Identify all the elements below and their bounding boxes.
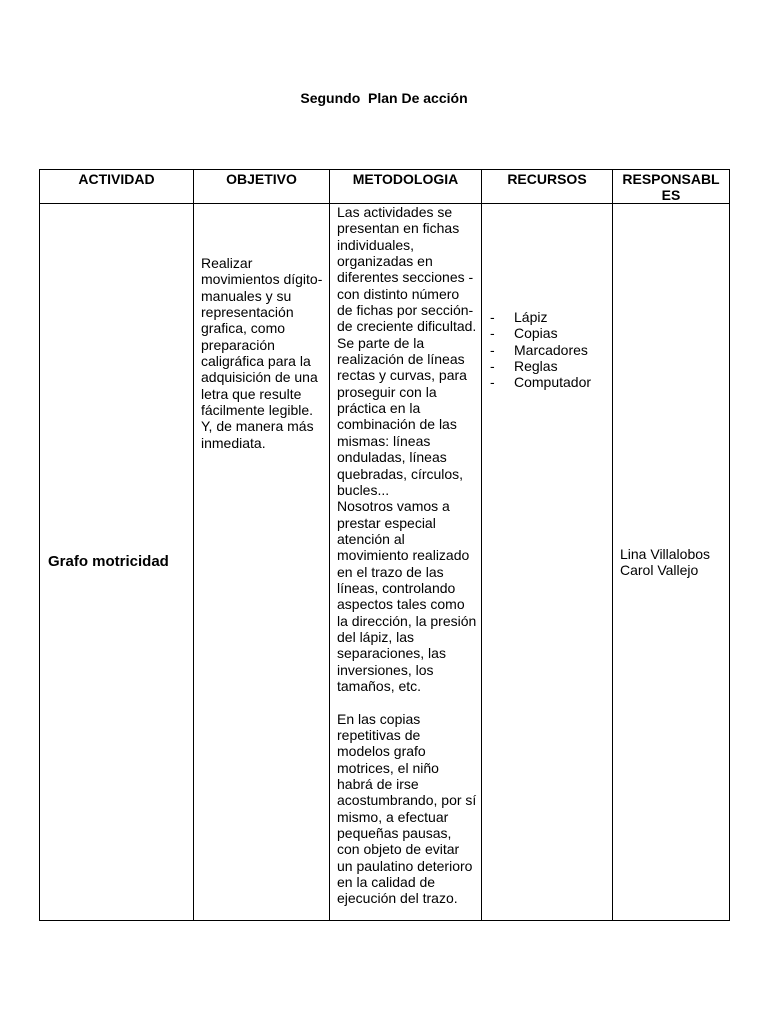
cell-actividad: Grafo motricidad xyxy=(40,204,194,921)
metodologia-paragraph-1: Las actividades se presentan en fichas individuales, organizadas en diferentes secciones -con distinto número de fichas por sección- de creciente dificultad. Se parte de la realización de líneas rectas y curvas, para proseguir con la práctica en la combinación de las mismas: líneas onduladas, líneas quebradas, círculos, bucles... xyxy=(337,204,477,498)
page-title: Segundo Plan De acción xyxy=(300,90,468,106)
header-recursos: RECURSOS xyxy=(482,170,613,204)
table-header-row xyxy=(40,170,730,204)
header-responsables: RESPONSABLES xyxy=(613,170,730,204)
resources-list xyxy=(490,309,608,391)
metodologia-paragraph-3: En las copias repetitivas de modelos grafo motrices, el niño habrá de irse acostumbrando, por sí mismo, a efectuar pequeñas pausas, con objeto de evitar un paulatino deterioro en la calidad de ejecución del trazo. xyxy=(337,710,477,907)
list-item: - Lápiz xyxy=(490,309,548,325)
cell-responsables xyxy=(613,204,730,921)
header-actividad: ACTIVIDAD xyxy=(40,170,194,204)
cell-metodologia xyxy=(330,204,482,921)
action-plan-table xyxy=(39,169,730,921)
cell-objetivo xyxy=(194,204,330,921)
list-item: - Copias xyxy=(490,325,558,342)
responsable-name: Carol Vallejo xyxy=(620,562,699,578)
list-item: - Computador xyxy=(490,374,592,391)
list-item: - Marcadores xyxy=(490,341,588,358)
table-row xyxy=(40,204,730,921)
objetivo-text: Realizar movimientos dígito-manuales y su representación grafica, como preparación caligráfica para la adquisición de una letra que resulte fácilmente legible. Y, de manera más inmediata. xyxy=(201,255,323,451)
cell-recursos xyxy=(482,204,613,921)
responsable-name: Lina Villalobos xyxy=(620,545,711,562)
metodologia-paragraph-2: Nosotros vamos a prestar especial atención al movimiento realizado en el trazo de las líneas, controlando aspectos tales como la dirección, la presión del lápiz, las separaciones, las inversiones, los tamaños, etc. xyxy=(337,498,477,694)
header-metodologia: METODOLOGIA xyxy=(330,170,482,204)
list-item: - Reglas xyxy=(490,358,558,375)
header-objetivo: OBJETIVO xyxy=(194,170,330,204)
